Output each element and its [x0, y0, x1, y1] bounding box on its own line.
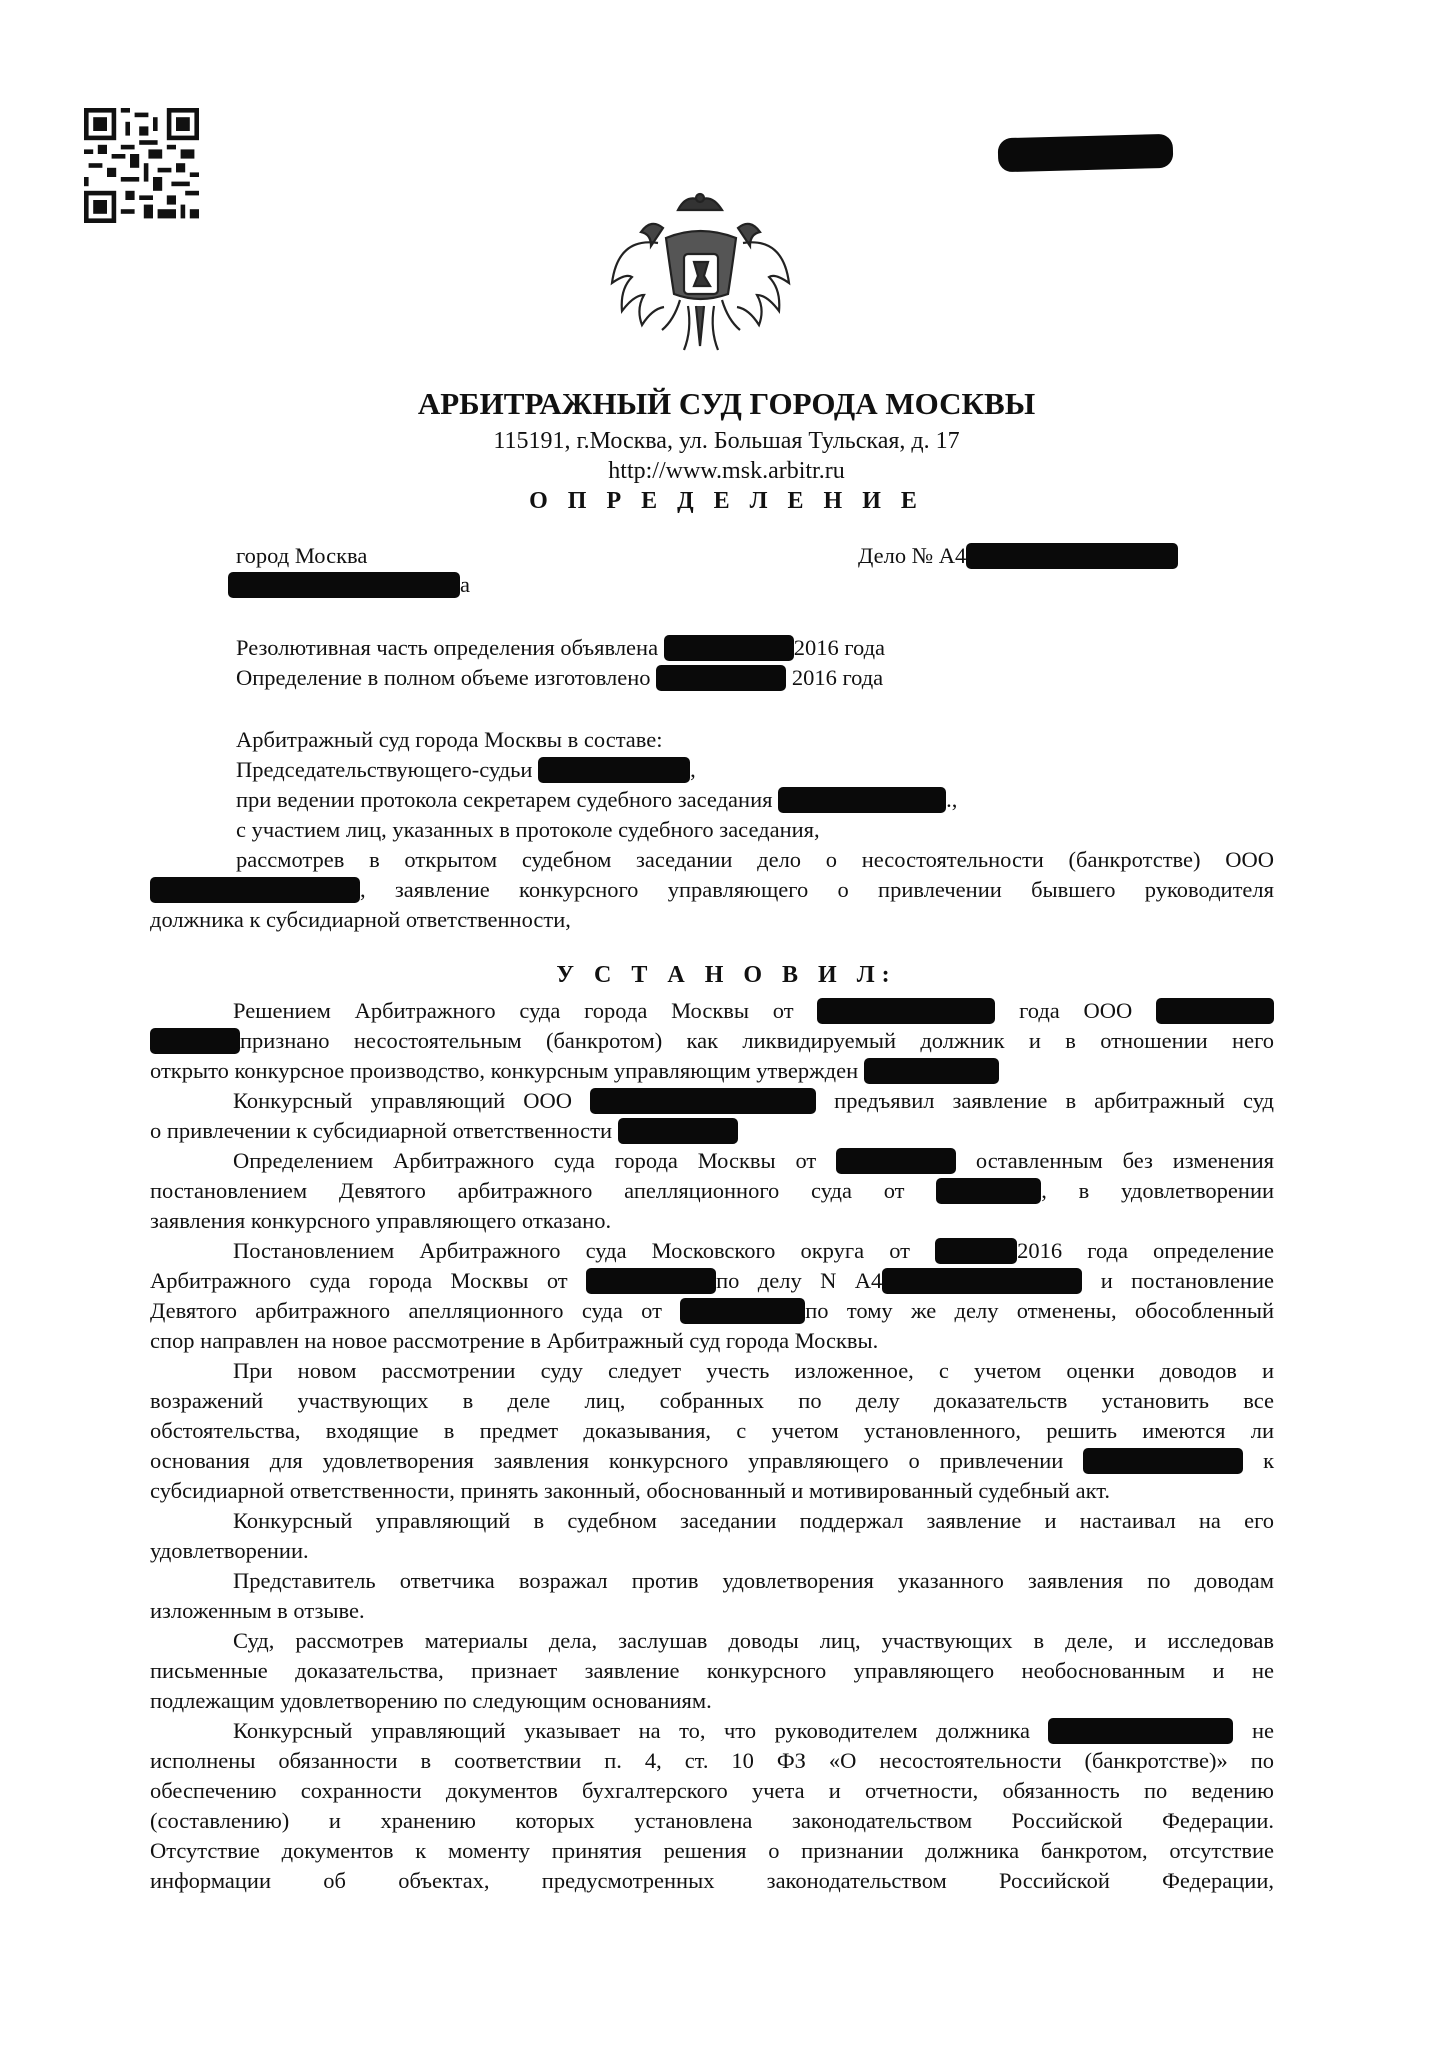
body-line: постановлением Девятого арбитражного апелляционного суда от , в удовлетворении	[150, 1178, 1275, 1203]
established-heading: У С Т А Н О В И Л:	[556, 962, 897, 988]
redaction	[778, 787, 946, 813]
body-line: Суд, рассмотрев материалы дела, заслушав доводы лиц, участвующих в деле, и исследовав	[233, 1628, 1274, 1653]
body-line: возражений участвующих в деле лиц, собранных по делу доказательств установить все	[150, 1388, 1274, 1413]
full-decision-date-line: Определение в полном объеме изготовлено 2016 года	[236, 665, 884, 690]
considering-line-2: , заявление конкурсного управляющего о привлечении бывшего руководителя	[150, 875, 1274, 905]
date-line: а	[228, 570, 470, 600]
redaction	[1048, 1718, 1233, 1744]
body-line: признано несостоятельным (банкротом) как ликвидируемый должник и в отношении него	[150, 1026, 1274, 1056]
body-line: о привлечении к субсидиарной ответственности	[150, 1116, 1274, 1146]
body-line: Постановлением Арбитражного суда Московского округа от 2016 года определение	[233, 1238, 1275, 1263]
redaction	[538, 757, 690, 783]
body-line: Конкурсный управляющий указывает на то, что руководителем должника не	[233, 1718, 1275, 1743]
body-line: обстоятельства, входящие в предмет доказывания, с учетом установленного, решить имеются ли	[150, 1418, 1274, 1443]
body-line: Решением Арбитражного суда города Москвы от года ООО	[150, 996, 1274, 1026]
redaction	[664, 635, 794, 661]
body-line: обеспечению сохранности документов бухгалтерского учета и отчетности, обязанность по ведению	[150, 1778, 1274, 1803]
body-line: субсидиарной ответственности, принять законный, обоснованный и мотивированный судебный акт.	[150, 1478, 1110, 1503]
court-address: 115191, г.Москва, ул. Большая Тульская, д. 17	[493, 428, 960, 454]
city-label: город Москва	[236, 543, 368, 568]
resolution-date-line: Резолютивная часть определения объявлена 2016 года	[236, 635, 886, 660]
court-name: АРБИТРАЖНЫЙ СУД ГОРОДА МОСКВЫ	[417, 386, 1036, 421]
body-line: подлежащим удовлетворению по следующим основаниям.	[150, 1688, 712, 1713]
redaction	[935, 1238, 1017, 1264]
body-line: основания для удовлетворения заявления конкурсного управляющего о привлечении к	[150, 1448, 1274, 1473]
body-line: информации об объектах, предусмотренных законодательством Российской Федерации,	[150, 1868, 1274, 1893]
redaction	[618, 1118, 738, 1144]
considering-line-1: рассмотрев в открытом судебном заседании дело о несостоятельности (банкротстве) ООО	[236, 847, 1274, 872]
redaction	[586, 1268, 716, 1294]
qr-code	[84, 108, 199, 223]
court-website: http://www.msk.arbitr.ru	[608, 458, 845, 484]
body-line: (составлению) и хранению которых установлена законодательством Российской Федерации.	[150, 1808, 1274, 1833]
redaction	[680, 1298, 805, 1324]
judge-line: Председательствующего-судьи ,	[236, 757, 696, 782]
considering-line-3: должника к субсидиарной ответственности,	[150, 907, 571, 932]
participants-line: с участием лиц, указанных в протоколе судебного заседания,	[236, 817, 820, 842]
coat-of-arms-emblem	[608, 188, 793, 363]
secretary-line: при ведении протокола секретарем судебного заседания .,	[236, 787, 958, 812]
redaction	[656, 665, 786, 691]
redaction	[150, 877, 360, 903]
body-line: заявления конкурсного управляющего отказано.	[150, 1208, 612, 1233]
body-line: Арбитражного суда города Москвы от по делу N А4 и постановление	[150, 1268, 1274, 1293]
body-line: удовлетворении.	[150, 1538, 309, 1563]
redaction	[864, 1058, 999, 1084]
redaction	[228, 572, 460, 598]
redaction	[150, 1028, 240, 1054]
redaction	[882, 1268, 1082, 1294]
body-line: Определением Арбитражного суда города Москвы от оставленным без изменения	[233, 1148, 1275, 1173]
body-line: Конкурсный управляющий ООО предъявил заявление в арбитражный суд	[233, 1088, 1275, 1113]
redaction	[1083, 1448, 1243, 1474]
body-line: изложенным в отзыве.	[150, 1598, 365, 1623]
redaction	[966, 543, 1178, 569]
document-type: О П Р Е Д Е Л Е Н И Е	[529, 488, 924, 514]
body-line: открыто конкурсное производство, конкурсным управляющим утвержден	[150, 1056, 1274, 1086]
body-line: исполнены обязанности в соответствии п. 4, ст. 10 ФЗ «О несостоятельности (банкротстве)» по	[150, 1748, 1274, 1773]
case-number: Дело № А4	[858, 541, 1178, 571]
body-line: письменные доказательства, признает заявление конкурсного управляющего необоснованным и не	[150, 1658, 1274, 1683]
redaction	[836, 1148, 956, 1174]
redaction	[590, 1088, 816, 1114]
body-line: При новом рассмотрении суду следует учесть изложенное, с учетом оценки доводов и	[233, 1358, 1274, 1383]
redaction	[817, 998, 995, 1024]
body-line: Девятого арбитражного апелляционного суда от по тому же делу отменены, обособленный	[150, 1298, 1274, 1323]
redaction	[1156, 998, 1274, 1024]
composition-line: Арбитражный суд города Москвы в составе:	[236, 727, 663, 752]
body-line: Представитель ответчика возражал против удовлетворения указанного заявления по доводам	[233, 1568, 1274, 1593]
body-line: Конкурсный управляющий в судебном заседании поддержал заявление и настаивал на его	[233, 1508, 1274, 1533]
body-line: спор направлен на новое рассмотрение в Арбитражный суд города Москвы.	[150, 1328, 879, 1353]
body-line: Отсутствие документов к моменту принятия решения о признании должника банкротом, отсутствие	[150, 1838, 1274, 1863]
redaction	[936, 1178, 1041, 1204]
redaction-top-right	[998, 134, 1174, 173]
